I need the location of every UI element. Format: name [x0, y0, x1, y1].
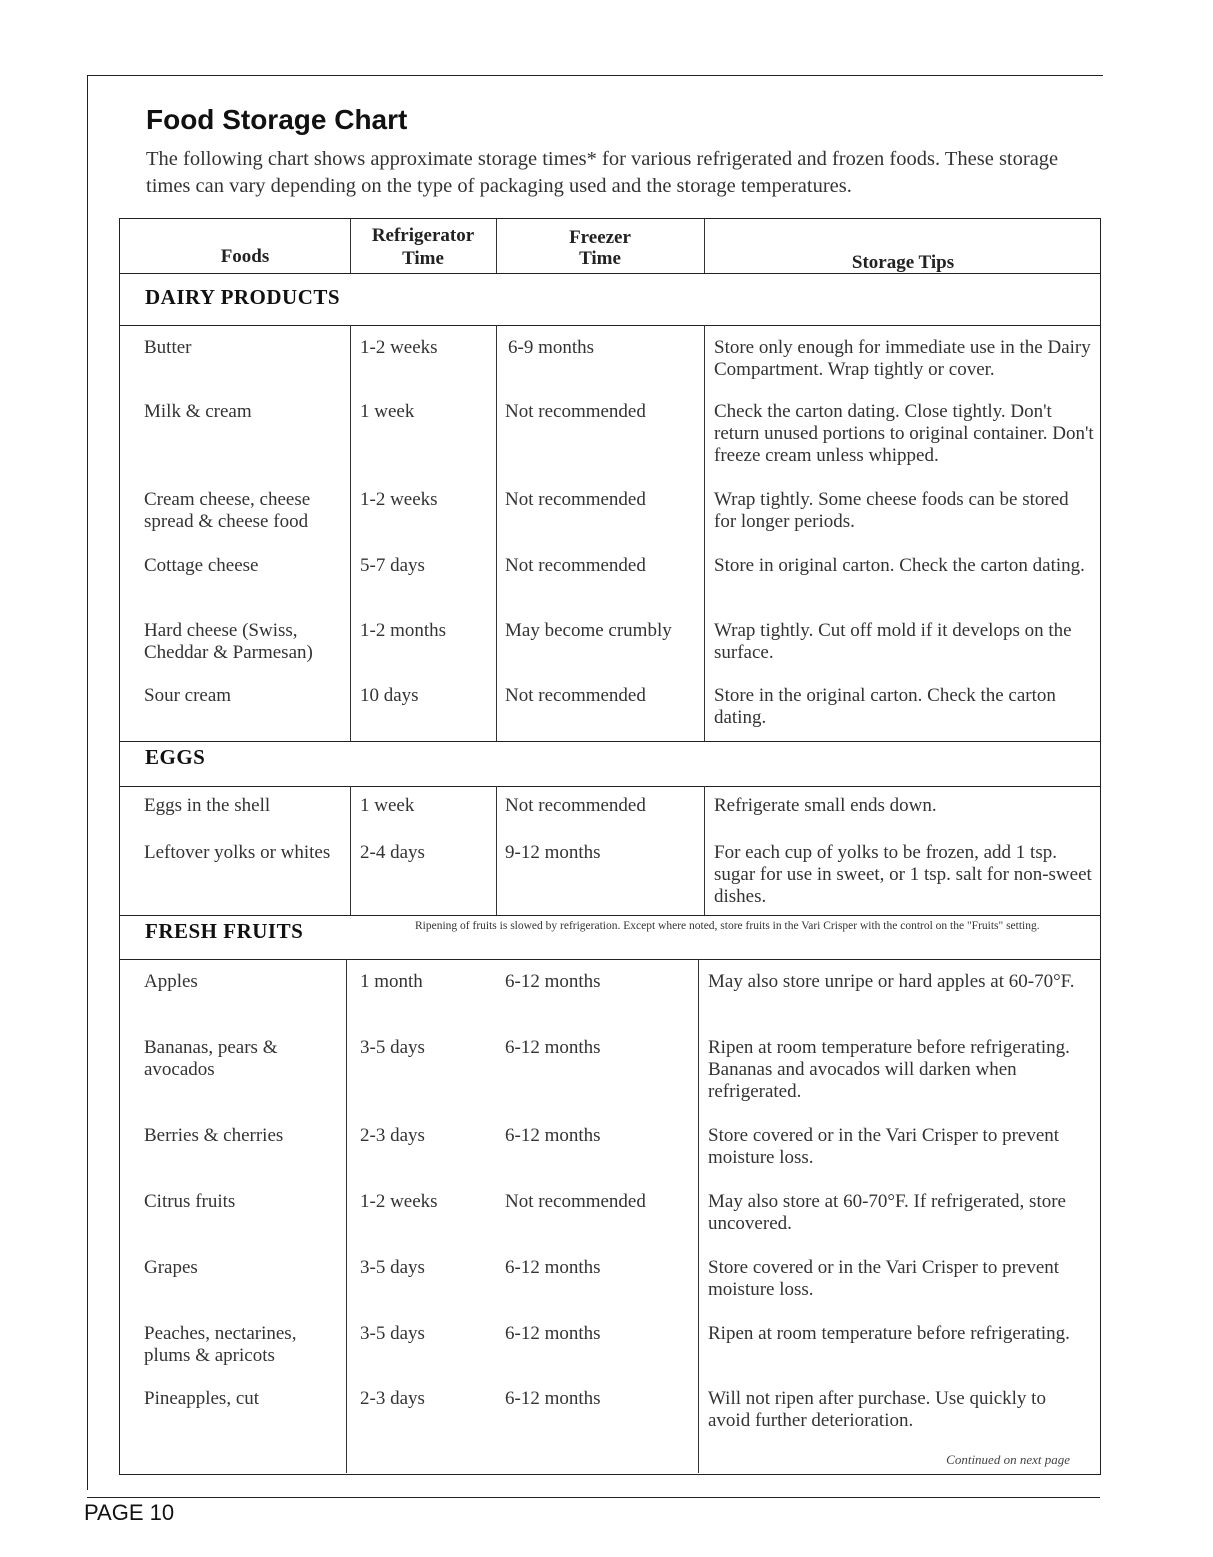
fruits-freezer-berries: 6-12 months	[505, 1125, 601, 1146]
dairy-tip-butter: Store only enough for immediate use in the Dairy Compartment. Wrap tightly or cover.	[714, 337, 1091, 380]
fruits-food-grapes: Grapes	[144, 1257, 198, 1278]
fruits-tip-grapes: Store covered or in the Vari Crisper to prevent moisture loss.	[708, 1257, 1060, 1300]
fruits-freezer-bananas: 6-12 months	[505, 1037, 601, 1058]
dairy-freezer-butter: 6-9 months	[508, 337, 595, 358]
dairy-section-rule	[120, 325, 1100, 326]
fruits-freezer-pineapples: 6-12 months	[505, 1388, 601, 1409]
dairy-food-hard-cheese: Hard cheese (Swiss, Cheddar & Parmesan)	[144, 620, 313, 663]
dairy-food-milk: Milk & cream	[144, 401, 252, 422]
dairy-fridge-cream-cheese: 1-2 weeks	[360, 489, 438, 510]
fruits-food-pineapples: Pineapples, cut	[144, 1388, 260, 1409]
eggs-food-shell: Eggs in the shell	[144, 795, 271, 816]
fruits-fridge-grapes: 3-5 days	[360, 1257, 425, 1278]
page-title: Food Storage Chart	[146, 104, 408, 135]
section-title-dairy: DAIRY PRODUCTS	[145, 285, 341, 309]
fruits-food-bananas: Bananas, pears & avocados	[144, 1037, 278, 1080]
fruits-tip-apples: May also store unripe or hard apples at 60-70°F.	[708, 971, 1075, 992]
eggs-top-rule	[120, 741, 1100, 742]
header-freezer: Freezer	[569, 227, 631, 248]
header-storage-tips: Storage Tips	[851, 252, 955, 273]
fruits-fridge-pineapples: 2-3 days	[360, 1388, 425, 1409]
dairy-fridge-butter: 1-2 weeks	[360, 337, 438, 358]
fruits-food-citrus: Citrus fruits	[144, 1191, 236, 1212]
col-rule	[496, 325, 497, 741]
page-frame-top-rule	[88, 75, 1103, 76]
col-rule	[350, 786, 351, 915]
fruits-section-rule	[120, 959, 1100, 960]
header-refrigerator: Refrigerator	[371, 225, 475, 246]
fruits-fridge-bananas: 3-5 days	[360, 1037, 425, 1058]
dairy-tip-sour-cream: Store in the original carton. Check the carton dating.	[714, 685, 1056, 728]
fruits-fridge-peaches: 3-5 days	[360, 1323, 425, 1344]
dairy-fridge-sour-cream: 10 days	[360, 685, 419, 706]
dairy-food-cream-cheese: Cream cheese, cheese spread & cheese food	[144, 489, 311, 532]
fruits-tip-pineapples: Will not ripen after purchase. Use quickly to avoid further deterioration.	[708, 1388, 1046, 1431]
intro-paragraph: The following chart shows approximate storage times* for various refrigerated and frozen foods. These storage times can vary depending on the type of packaging used and the storage temperatures.	[146, 148, 1059, 197]
food-storage-table	[119, 218, 1101, 1475]
dairy-freezer-cream-cheese: Not recommended	[505, 489, 646, 510]
header-freezer-time: Time	[579, 248, 621, 269]
fruits-food-berries: Berries & cherries	[144, 1125, 284, 1146]
col-rule	[350, 325, 351, 741]
fruits-fridge-citrus: 1-2 weeks	[360, 1191, 438, 1212]
dairy-fridge-hard-cheese: 1-2 months	[360, 620, 447, 641]
dairy-food-cottage-cheese: Cottage cheese	[144, 555, 259, 576]
eggs-tip-shell: Refrigerate small ends down.	[714, 795, 937, 816]
dairy-fridge-milk: 1 week	[360, 401, 415, 422]
dairy-tip-milk: Check the carton dating. Close tightly. Don't return unused portions to original container. Don't freeze cream unless whipped.	[714, 401, 1094, 466]
eggs-freezer-shell: Not recommended	[505, 795, 646, 816]
header-foods: Foods	[220, 246, 270, 267]
eggs-fridge-leftover: 2-4 days	[360, 842, 425, 863]
fruits-fridge-berries: 2-3 days	[360, 1125, 425, 1146]
fruits-tip-bananas: Ripen at room temperature before refrigerating. Bananas and avocados will darken when refrigerated.	[708, 1037, 1070, 1102]
fruits-section-note: Ripening of fruits is slowed by refrigeration. Except where noted, store fruits in the Vari Crisper with the control on the "Fruits" setting.	[415, 920, 1040, 932]
dairy-food-sour-cream: Sour cream	[144, 685, 232, 706]
dairy-freezer-cottage-cheese: Not recommended	[505, 555, 646, 576]
fruits-fridge-apples: 1 month	[360, 971, 423, 992]
dairy-freezer-sour-cream: Not recommended	[505, 685, 646, 706]
eggs-tip-leftover: For each cup of yolks to be frozen, add 1 tsp. sugar for use in sweet, or 1 tsp. salt for non-sweet dishes.	[714, 842, 1092, 907]
page-frame-left-rule	[87, 75, 88, 1490]
fruits-food-peaches: Peaches, nectarines, plums & apricots	[144, 1323, 297, 1366]
continued-note: Continued on next page	[946, 1452, 1070, 1467]
eggs-section-rule	[120, 786, 1100, 787]
fruits-tip-peaches: Ripen at room temperature before refrigerating.	[708, 1323, 1070, 1344]
fruits-food-apples: Apples	[144, 971, 198, 992]
section-title-fruits: FRESH FRUITS	[145, 919, 304, 943]
page-frame-bottom-rule	[87, 1497, 1100, 1498]
eggs-fridge-shell: 1 week	[360, 795, 415, 816]
col-rule	[346, 959, 347, 1473]
fruits-tip-citrus: May also store at 60-70°F. If refrigerated, store uncovered.	[708, 1191, 1066, 1234]
dairy-tip-cream-cheese: Wrap tightly. Some cheese foods can be stored for longer periods.	[714, 489, 1069, 532]
dairy-fridge-cottage-cheese: 5-7 days	[360, 555, 425, 576]
fruits-tip-berries: Store covered or in the Vari Crisper to prevent moisture loss.	[708, 1125, 1060, 1168]
col-rule	[704, 325, 705, 741]
page-number: PAGE 10	[84, 1500, 175, 1525]
dairy-food-butter: Butter	[144, 337, 192, 358]
header-refrigerator-time: Time	[402, 248, 444, 269]
dairy-tip-cottage-cheese: Store in original carton. Check the carton dating.	[714, 555, 1085, 576]
fruits-top-rule	[120, 915, 1100, 916]
fruits-freezer-grapes: 6-12 months	[505, 1257, 601, 1278]
eggs-food-leftover: Leftover yolks or whites	[144, 842, 331, 863]
dairy-freezer-milk: Not recommended	[505, 401, 646, 422]
fruits-freezer-citrus: Not recommended	[505, 1191, 646, 1212]
fruits-freezer-peaches: 6-12 months	[505, 1323, 601, 1344]
dairy-freezer-hard-cheese: May become crumbly	[505, 620, 672, 641]
dairy-tip-hard-cheese: Wrap tightly. Cut off mold if it develops on the surface.	[714, 620, 1072, 663]
fruits-freezer-apples: 6-12 months	[505, 971, 601, 992]
eggs-freezer-leftover: 9-12 months	[505, 842, 601, 863]
section-title-eggs: EGGS	[145, 745, 206, 769]
